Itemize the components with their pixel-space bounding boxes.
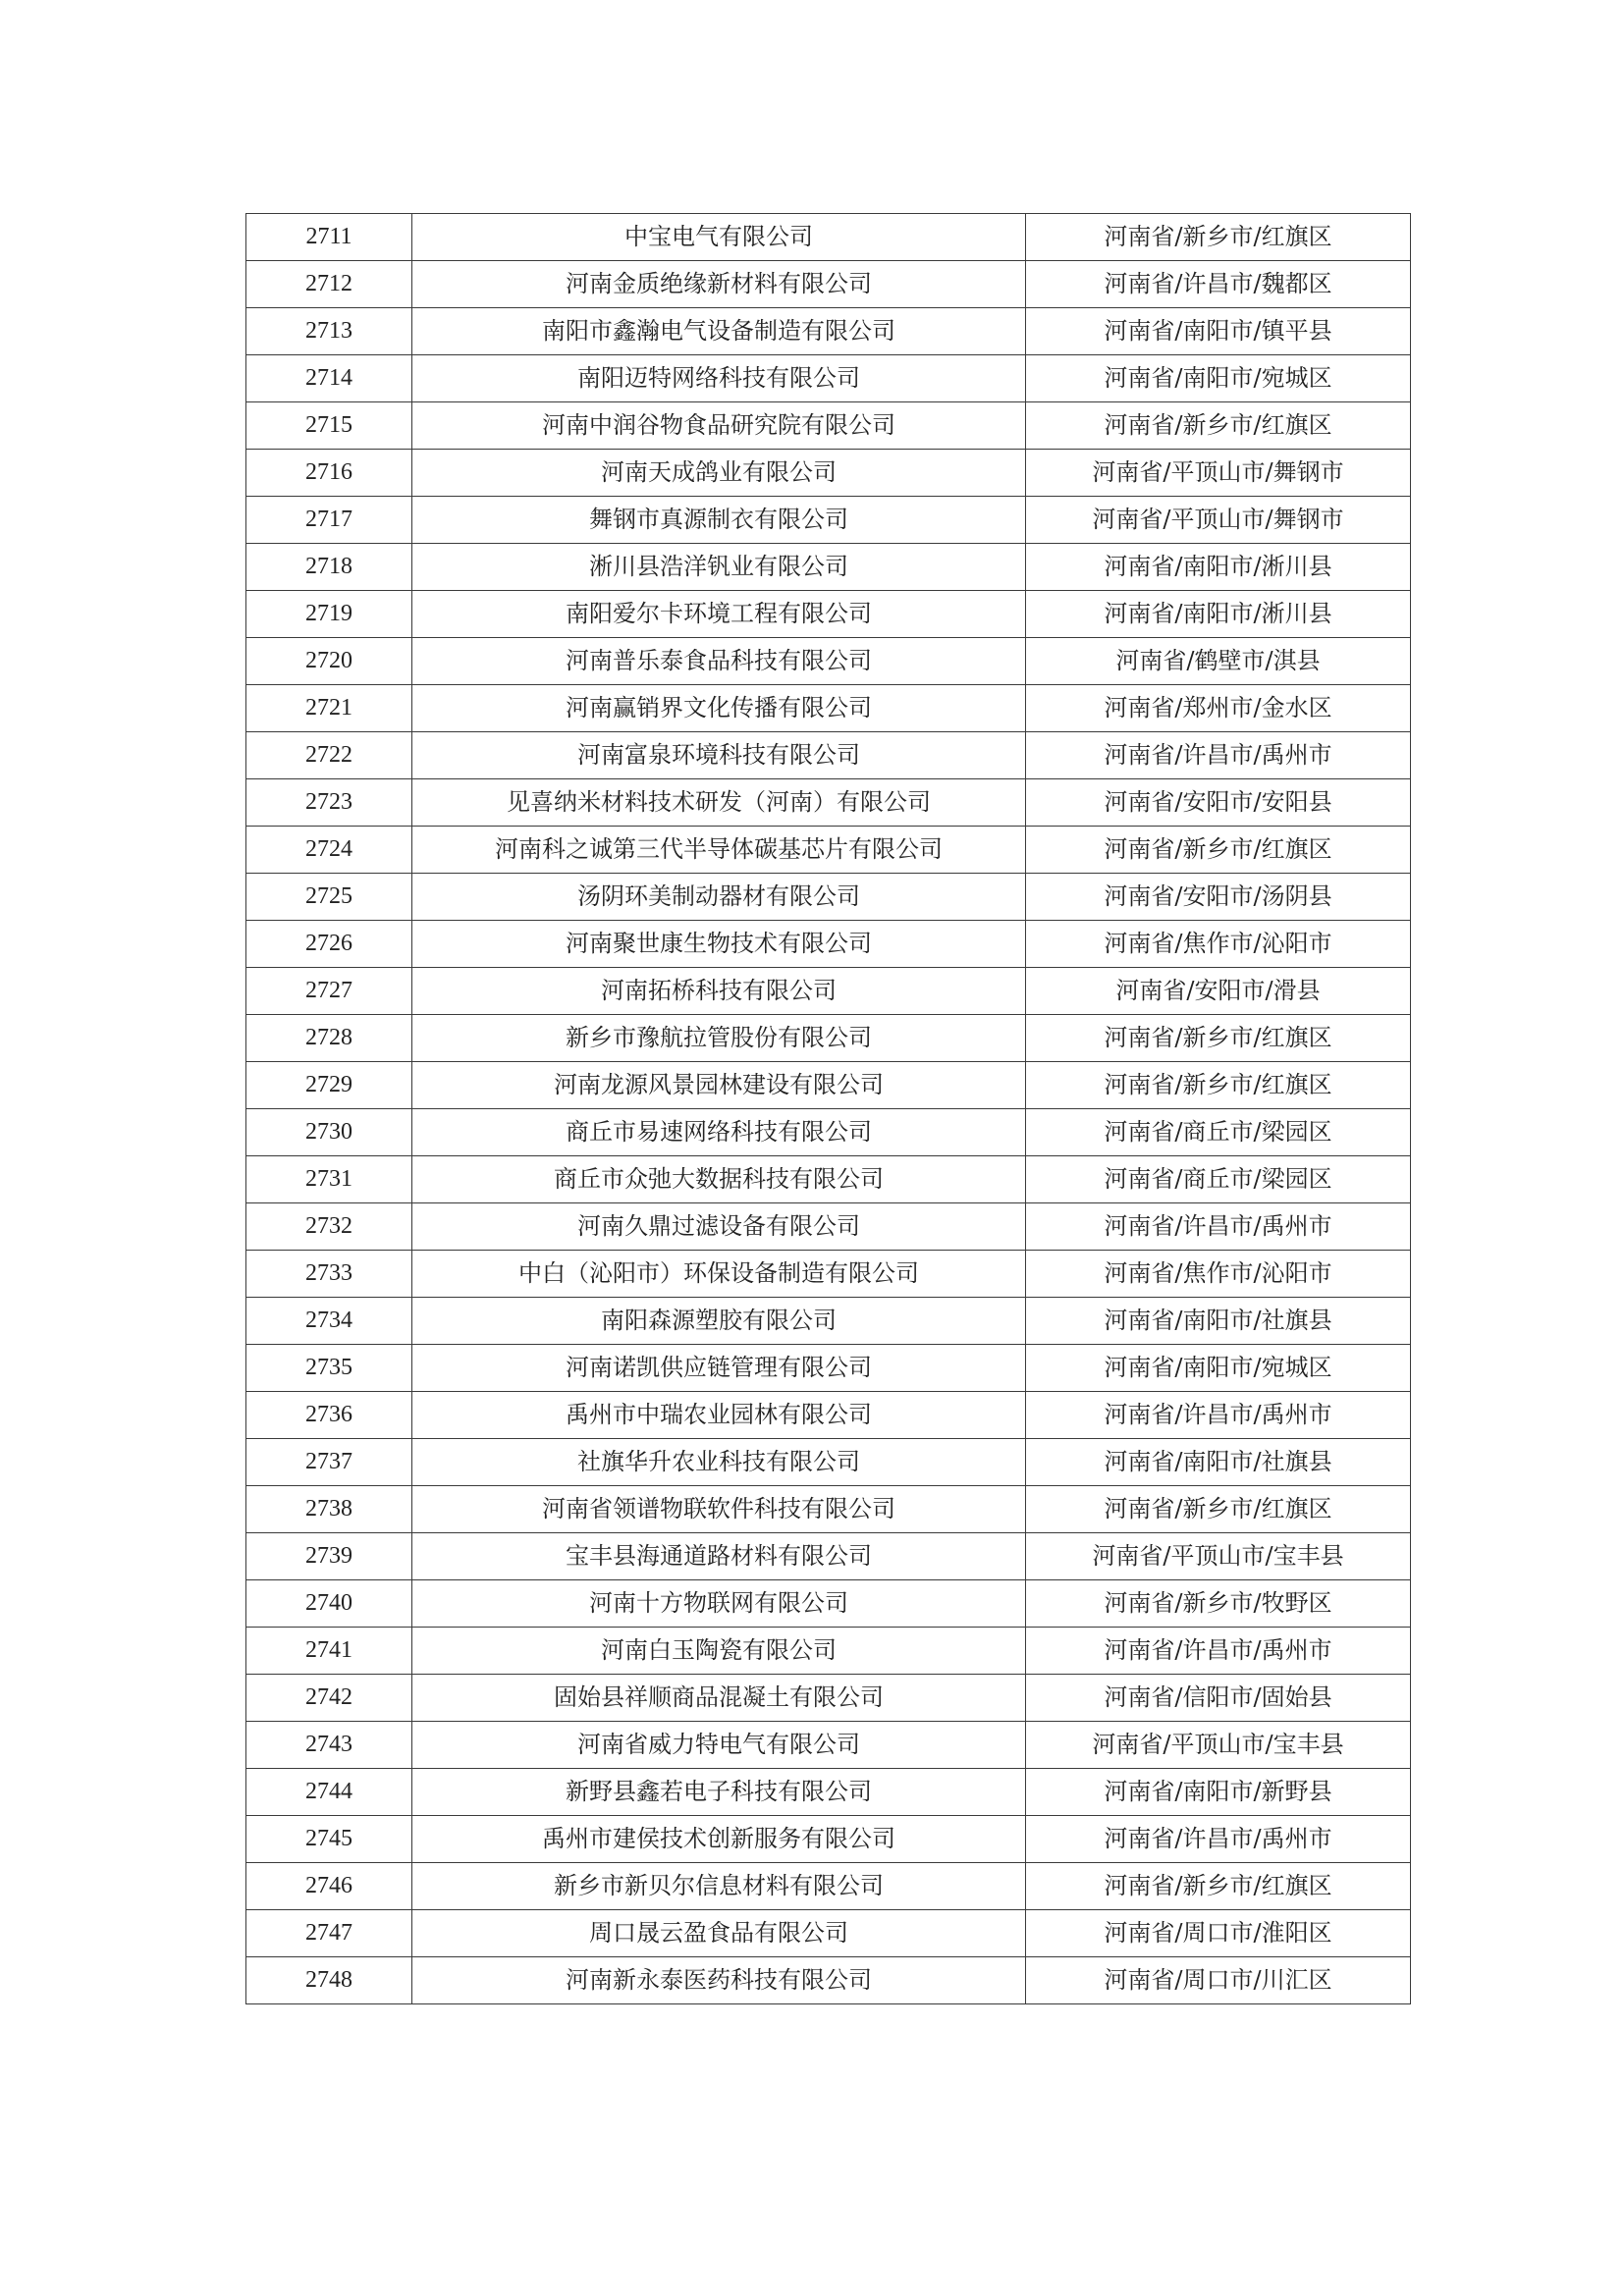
region-cell: 河南省/许昌市/禹州市 [1026, 1392, 1411, 1439]
table-row [246, 1015, 1411, 1062]
row-number-cell: 2732 [246, 1203, 412, 1251]
region-cell: 河南省/南阳市/淅川县 [1026, 591, 1411, 638]
region-cell: 河南省/平顶山市/舞钢市 [1026, 450, 1411, 497]
table-row [246, 355, 1411, 402]
row-number-cell: 2712 [246, 261, 412, 308]
row-number-cell: 2711 [246, 214, 412, 261]
company-name-cell: 新乡市豫航拉管股份有限公司 [412, 1015, 1026, 1062]
table-row [246, 685, 1411, 732]
row-number-cell: 2722 [246, 732, 412, 779]
row-number-cell: 2719 [246, 591, 412, 638]
region-cell: 河南省/南阳市/新野县 [1026, 1769, 1411, 1816]
row-number-cell: 2717 [246, 497, 412, 544]
table-row [246, 1156, 1411, 1203]
company-name-cell: 舞钢市真源制衣有限公司 [412, 497, 1026, 544]
row-number-cell: 2713 [246, 308, 412, 355]
table-row [246, 1298, 1411, 1345]
table-row [246, 1675, 1411, 1722]
table-row [246, 874, 1411, 921]
region-cell: 河南省/安阳市/安阳县 [1026, 779, 1411, 827]
row-number-cell: 2748 [246, 1957, 412, 2004]
company-name-cell: 禹州市中瑞农业园林有限公司 [412, 1392, 1026, 1439]
region-cell: 河南省/商丘市/梁园区 [1026, 1156, 1411, 1203]
company-name-cell: 周口晟云盈食品有限公司 [412, 1910, 1026, 1957]
company-name-cell: 河南天成鸽业有限公司 [412, 450, 1026, 497]
table-row [246, 1203, 1411, 1251]
region-cell: 河南省/新乡市/牧野区 [1026, 1580, 1411, 1628]
region-cell: 河南省/南阳市/宛城区 [1026, 1345, 1411, 1392]
table-row [246, 1957, 1411, 2004]
company-name-cell: 河南白玉陶瓷有限公司 [412, 1628, 1026, 1675]
table-row [246, 450, 1411, 497]
company-name-cell: 南阳市鑫瀚电气设备制造有限公司 [412, 308, 1026, 355]
region-cell: 河南省/新乡市/红旗区 [1026, 827, 1411, 874]
table-row [246, 1533, 1411, 1580]
company-name-cell: 河南省领谱物联软件科技有限公司 [412, 1486, 1026, 1533]
table-row [246, 402, 1411, 450]
table-row [246, 1628, 1411, 1675]
table-row [246, 1062, 1411, 1109]
company-name-cell: 新乡市新贝尔信息材料有限公司 [412, 1863, 1026, 1910]
row-number-cell: 2724 [246, 827, 412, 874]
table-row [246, 1863, 1411, 1910]
table-row [246, 1580, 1411, 1628]
region-cell: 河南省/安阳市/滑县 [1026, 968, 1411, 1015]
row-number-cell: 2745 [246, 1816, 412, 1863]
table-body [246, 214, 1411, 2004]
region-cell: 河南省/商丘市/梁园区 [1026, 1109, 1411, 1156]
company-name-cell: 汤阴环美制动器材有限公司 [412, 874, 1026, 921]
row-number-cell: 2733 [246, 1251, 412, 1298]
region-cell: 河南省/新乡市/红旗区 [1026, 214, 1411, 261]
region-cell: 河南省/许昌市/禹州市 [1026, 732, 1411, 779]
company-name-cell: 河南新永泰医药科技有限公司 [412, 1957, 1026, 2004]
company-name-cell: 河南中润谷物食品研究院有限公司 [412, 402, 1026, 450]
row-number-cell: 2718 [246, 544, 412, 591]
region-cell: 河南省/新乡市/红旗区 [1026, 1486, 1411, 1533]
table-row [246, 921, 1411, 968]
region-cell: 河南省/平顶山市/宝丰县 [1026, 1722, 1411, 1769]
table-row [246, 779, 1411, 827]
row-number-cell: 2728 [246, 1015, 412, 1062]
row-number-cell: 2729 [246, 1062, 412, 1109]
region-cell: 河南省/鹤壁市/淇县 [1026, 638, 1411, 685]
region-cell: 河南省/新乡市/红旗区 [1026, 1015, 1411, 1062]
row-number-cell: 2734 [246, 1298, 412, 1345]
row-number-cell: 2715 [246, 402, 412, 450]
table-row [246, 968, 1411, 1015]
company-name-cell: 南阳迈特网络科技有限公司 [412, 355, 1026, 402]
table-row [246, 1816, 1411, 1863]
table-row [246, 261, 1411, 308]
company-name-cell: 商丘市易速网络科技有限公司 [412, 1109, 1026, 1156]
table-row [246, 1769, 1411, 1816]
company-name-cell: 河南拓桥科技有限公司 [412, 968, 1026, 1015]
region-cell: 河南省/安阳市/汤阴县 [1026, 874, 1411, 921]
table-row [246, 308, 1411, 355]
region-cell: 河南省/新乡市/红旗区 [1026, 1863, 1411, 1910]
region-cell: 河南省/平顶山市/舞钢市 [1026, 497, 1411, 544]
company-name-cell: 中白（沁阳市）环保设备制造有限公司 [412, 1251, 1026, 1298]
company-name-cell: 河南科之诚第三代半导体碳基芯片有限公司 [412, 827, 1026, 874]
row-number-cell: 2738 [246, 1486, 412, 1533]
region-cell: 河南省/许昌市/魏都区 [1026, 261, 1411, 308]
row-number-cell: 2747 [246, 1910, 412, 1957]
company-list-table [245, 213, 1411, 2004]
row-number-cell: 2746 [246, 1863, 412, 1910]
company-name-cell: 河南十方物联网有限公司 [412, 1580, 1026, 1628]
row-number-cell: 2720 [246, 638, 412, 685]
table-row [246, 591, 1411, 638]
region-cell: 河南省/周口市/川汇区 [1026, 1957, 1411, 2004]
table-row [246, 638, 1411, 685]
company-name-cell: 河南赢销界文化传播有限公司 [412, 685, 1026, 732]
company-name-cell: 见喜纳米材料技术研发（河南）有限公司 [412, 779, 1026, 827]
table-row [246, 1910, 1411, 1957]
region-cell: 河南省/许昌市/禹州市 [1026, 1816, 1411, 1863]
company-name-cell: 南阳森源塑胶有限公司 [412, 1298, 1026, 1345]
row-number-cell: 2737 [246, 1439, 412, 1486]
row-number-cell: 2744 [246, 1769, 412, 1816]
company-name-cell: 禹州市建侯技术创新服务有限公司 [412, 1816, 1026, 1863]
table-row [246, 1345, 1411, 1392]
table-row [246, 732, 1411, 779]
row-number-cell: 2730 [246, 1109, 412, 1156]
region-cell: 河南省/许昌市/禹州市 [1026, 1628, 1411, 1675]
row-number-cell: 2727 [246, 968, 412, 1015]
table-row [246, 1439, 1411, 1486]
row-number-cell: 2740 [246, 1580, 412, 1628]
region-cell: 河南省/信阳市/固始县 [1026, 1675, 1411, 1722]
region-cell: 河南省/南阳市/镇平县 [1026, 308, 1411, 355]
region-cell: 河南省/新乡市/红旗区 [1026, 1062, 1411, 1109]
table-row [246, 827, 1411, 874]
company-name-cell: 河南聚世康生物技术有限公司 [412, 921, 1026, 968]
row-number-cell: 2723 [246, 779, 412, 827]
company-name-cell: 河南诺凯供应链管理有限公司 [412, 1345, 1026, 1392]
region-cell: 河南省/焦作市/沁阳市 [1026, 1251, 1411, 1298]
company-name-cell: 宝丰县海通道路材料有限公司 [412, 1533, 1026, 1580]
company-name-cell: 河南久鼎过滤设备有限公司 [412, 1203, 1026, 1251]
row-number-cell: 2721 [246, 685, 412, 732]
row-number-cell: 2743 [246, 1722, 412, 1769]
company-name-cell: 河南省威力特电气有限公司 [412, 1722, 1026, 1769]
row-number-cell: 2736 [246, 1392, 412, 1439]
company-name-cell: 固始县祥顺商品混凝土有限公司 [412, 1675, 1026, 1722]
table-row [246, 1392, 1411, 1439]
row-number-cell: 2716 [246, 450, 412, 497]
region-cell: 河南省/南阳市/宛城区 [1026, 355, 1411, 402]
region-cell: 河南省/郑州市/金水区 [1026, 685, 1411, 732]
region-cell: 河南省/平顶山市/宝丰县 [1026, 1533, 1411, 1580]
table-row [246, 1722, 1411, 1769]
company-name-cell: 商丘市众弛大数据科技有限公司 [412, 1156, 1026, 1203]
row-number-cell: 2741 [246, 1628, 412, 1675]
table-row [246, 1109, 1411, 1156]
row-number-cell: 2731 [246, 1156, 412, 1203]
row-number-cell: 2725 [246, 874, 412, 921]
company-name-cell: 河南金质绝缘新材料有限公司 [412, 261, 1026, 308]
region-cell: 河南省/周口市/淮阳区 [1026, 1910, 1411, 1957]
company-name-cell: 中宝电气有限公司 [412, 214, 1026, 261]
table-row [246, 1251, 1411, 1298]
company-name-cell: 南阳爱尔卡环境工程有限公司 [412, 591, 1026, 638]
table-row [246, 1486, 1411, 1533]
company-name-cell: 社旗华升农业科技有限公司 [412, 1439, 1026, 1486]
company-name-cell: 新野县鑫若电子科技有限公司 [412, 1769, 1026, 1816]
company-name-cell: 淅川县浩洋钒业有限公司 [412, 544, 1026, 591]
company-name-cell: 河南富泉环境科技有限公司 [412, 732, 1026, 779]
table-row [246, 544, 1411, 591]
company-name-cell: 河南普乐泰食品科技有限公司 [412, 638, 1026, 685]
row-number-cell: 2714 [246, 355, 412, 402]
row-number-cell: 2742 [246, 1675, 412, 1722]
region-cell: 河南省/南阳市/淅川县 [1026, 544, 1411, 591]
row-number-cell: 2735 [246, 1345, 412, 1392]
region-cell: 河南省/南阳市/社旗县 [1026, 1439, 1411, 1486]
region-cell: 河南省/南阳市/社旗县 [1026, 1298, 1411, 1345]
table-row [246, 497, 1411, 544]
region-cell: 河南省/新乡市/红旗区 [1026, 402, 1411, 450]
row-number-cell: 2726 [246, 921, 412, 968]
company-name-cell: 河南龙源风景园林建设有限公司 [412, 1062, 1026, 1109]
region-cell: 河南省/焦作市/沁阳市 [1026, 921, 1411, 968]
table-row [246, 214, 1411, 261]
region-cell: 河南省/许昌市/禹州市 [1026, 1203, 1411, 1251]
row-number-cell: 2739 [246, 1533, 412, 1580]
